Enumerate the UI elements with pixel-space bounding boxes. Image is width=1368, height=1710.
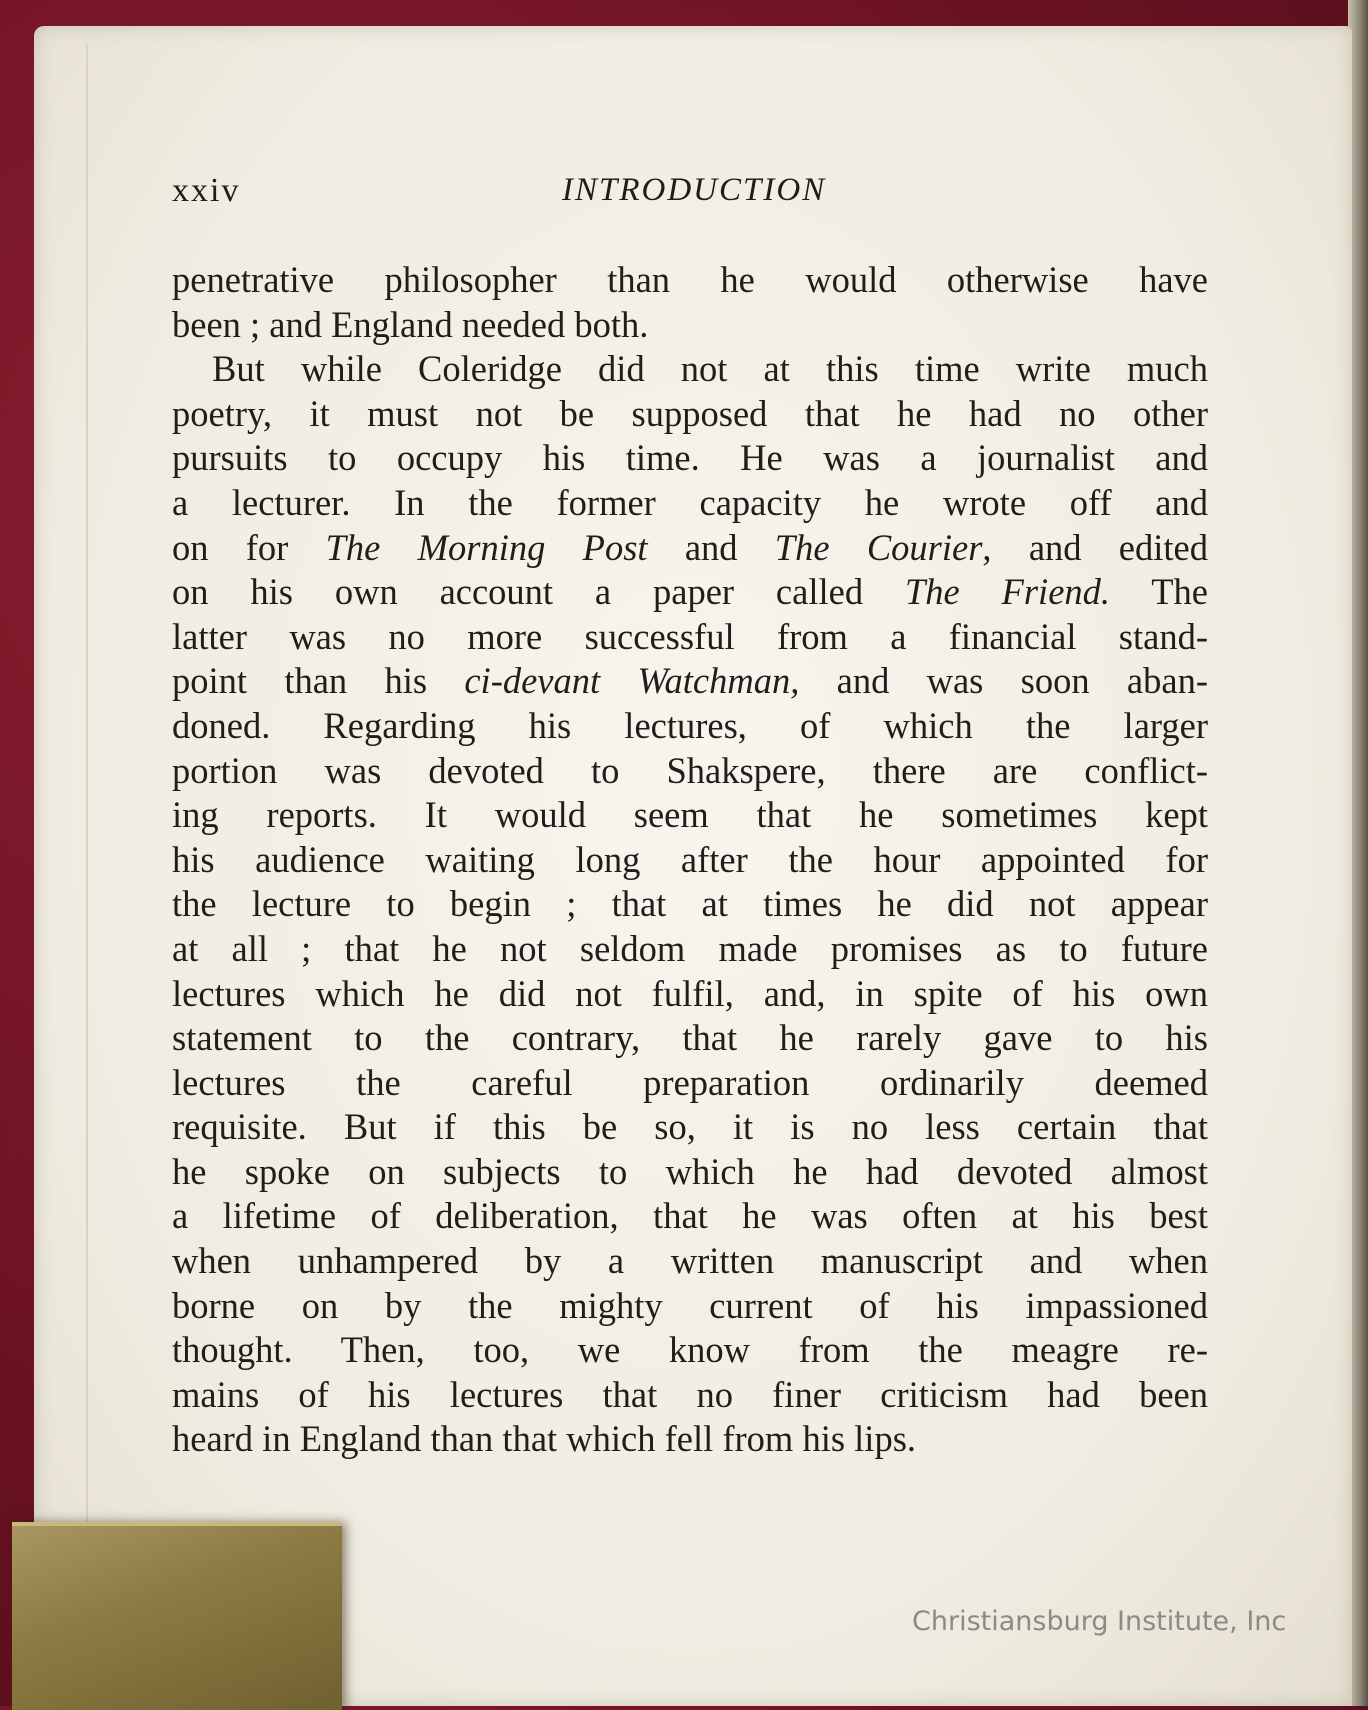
brass-page-weight bbox=[12, 1522, 342, 1710]
text-line bbox=[172, 392, 1208, 437]
text-line bbox=[172, 526, 1208, 571]
page-header-title: INTRODUCTION bbox=[562, 172, 827, 208]
text-segment: , and edited bbox=[982, 526, 1208, 568]
text-segment: requisite. But if this be so, it is no less certain that bbox=[172, 1106, 1208, 1148]
text-segment: penetrative philosopher than he would otherwise have bbox=[172, 259, 1208, 300]
text-line bbox=[172, 659, 1208, 704]
text-line bbox=[172, 882, 1208, 927]
text-line bbox=[172, 1061, 1208, 1106]
text-line bbox=[172, 1016, 1208, 1061]
italic-title: ci-devant Watchman, bbox=[464, 660, 800, 702]
page-gutter-line bbox=[86, 44, 88, 1544]
text-line bbox=[172, 1194, 1208, 1239]
text-segment: latter was no more successful from a financial stand- bbox=[172, 615, 1208, 657]
text-segment: he spoke on subjects to which he had devoted almost bbox=[172, 1150, 1208, 1192]
text-segment: lectures the careful preparation ordinarily deemed bbox=[172, 1061, 1208, 1103]
text-line bbox=[172, 1150, 1208, 1195]
text-line bbox=[172, 838, 1208, 883]
text-line bbox=[172, 1105, 1208, 1150]
text-line bbox=[172, 303, 1208, 348]
text-segment: a lecturer. In the former capacity he wrote off and bbox=[172, 481, 1208, 523]
watermark: Christiansburg Institute, Inc bbox=[912, 1606, 1287, 1637]
text-segment: thought. Then, too, we know from the meagre re- bbox=[172, 1329, 1208, 1371]
text-segment: mains of his lectures that no finer criticism had been bbox=[172, 1373, 1208, 1415]
text-segment: and was soon aban- bbox=[799, 660, 1208, 702]
text-line bbox=[172, 436, 1208, 481]
text-line bbox=[172, 1284, 1208, 1329]
text-segment: doned. Regarding his lectures, of which the larger bbox=[172, 704, 1208, 746]
text-segment: borne on by the mighty current of his impassioned bbox=[172, 1284, 1208, 1326]
text-segment: ing reports. It would seem that he sometimes kept bbox=[172, 794, 1208, 836]
text-segment: heard in England than that which fell from his lips. bbox=[172, 1418, 917, 1460]
text-line bbox=[172, 1373, 1208, 1418]
text-line bbox=[172, 481, 1208, 526]
text-segment: his audience waiting long after the hour appointed for bbox=[172, 838, 1208, 880]
text-line bbox=[172, 258, 1208, 303]
text-segment: statement to the contrary, that he rarely gave to his bbox=[172, 1017, 1208, 1059]
running-head bbox=[172, 172, 1212, 212]
body-text bbox=[172, 258, 1208, 1462]
text-segment: a lifetime of deliberation, that he was often at his best bbox=[172, 1195, 1208, 1237]
italic-title: The Courier bbox=[774, 526, 983, 568]
text-line bbox=[172, 972, 1208, 1017]
text-line bbox=[172, 793, 1208, 838]
text-line bbox=[172, 1417, 1208, 1462]
text-line bbox=[172, 347, 1208, 392]
text-segment: pursuits to occupy his time. He was a journalist and bbox=[172, 437, 1208, 479]
text-line bbox=[172, 615, 1208, 660]
text-segment: point than his bbox=[172, 660, 465, 702]
text-segment: on his own account a paper called bbox=[172, 571, 905, 613]
italic-title: The Friend. bbox=[904, 571, 1111, 613]
text-segment: The bbox=[1110, 571, 1208, 613]
text-segment: the lecture to begin ; that at times he did not appear bbox=[172, 883, 1208, 925]
text-line bbox=[172, 570, 1208, 615]
text-segment: been ; and England needed both. bbox=[172, 303, 649, 345]
text-segment: poetry, it must not be supposed that he had no other bbox=[172, 392, 1208, 434]
text-segment: at all ; that he not seldom made promises as to future bbox=[172, 927, 1208, 969]
text-segment: portion was devoted to Shakspere, there are conflict- bbox=[172, 749, 1208, 791]
page-number: xxiv bbox=[172, 172, 241, 209]
text-line bbox=[172, 704, 1208, 749]
text-segment: lectures which he did not fulfil, and, in spite of his own bbox=[172, 972, 1208, 1014]
text-segment: on for bbox=[172, 526, 326, 568]
text-line bbox=[172, 749, 1208, 794]
text-segment: But while Coleridge did not at this time write much bbox=[212, 348, 1208, 390]
text-segment: and bbox=[647, 526, 775, 568]
text-line bbox=[172, 1239, 1208, 1284]
italic-title: The Morning Post bbox=[325, 526, 648, 568]
text-segment: when unhampered by a written manuscript and when bbox=[172, 1240, 1208, 1282]
text-line bbox=[172, 927, 1208, 972]
text-line bbox=[172, 1328, 1208, 1373]
